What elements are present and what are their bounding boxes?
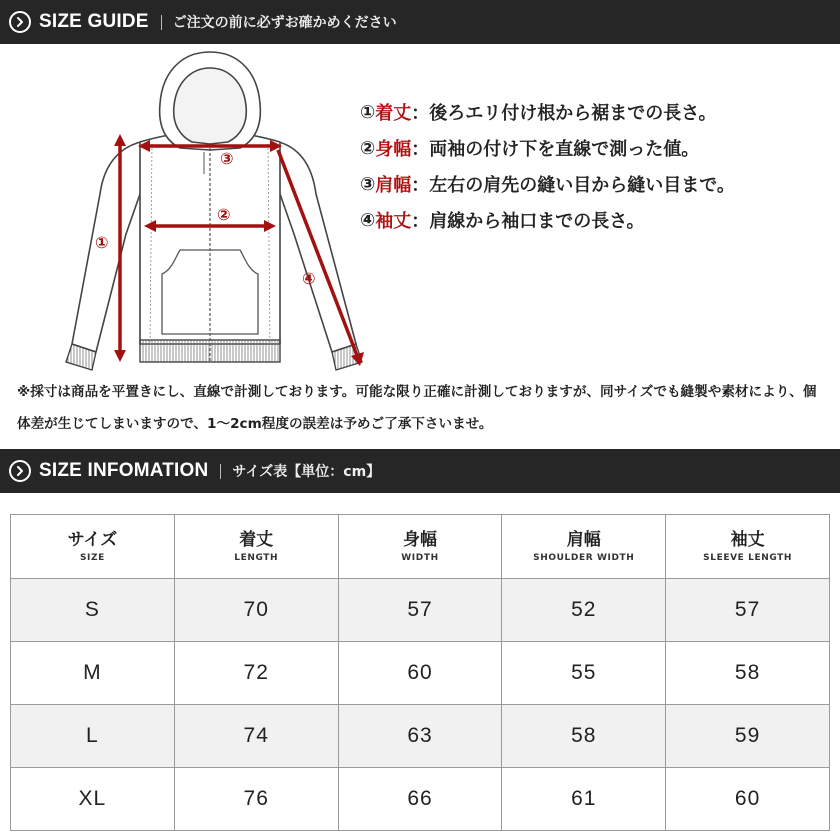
sleeve-cell: 57 <box>666 579 830 642</box>
legend-item-shoulder <box>360 166 735 202</box>
header-size <box>11 515 175 579</box>
size-table <box>10 514 830 831</box>
hoodie-diagram <box>40 44 380 374</box>
size-cell: S <box>11 579 175 642</box>
size-info-title: SIZE INFOMATION <box>39 460 209 481</box>
legend-description: ：両袖の付け下を直線で測った値。 <box>411 139 700 160</box>
width-cell: 66 <box>338 768 502 831</box>
width-cell: 57 <box>338 579 502 642</box>
hoodie-illustration <box>40 44 380 374</box>
width-cell: 63 <box>338 705 502 768</box>
legend-description: ：左右の肩先の縫い目から縫い目まで。 <box>411 175 735 196</box>
legend-number: ① <box>360 101 376 123</box>
table-header-row <box>11 515 830 579</box>
header-width <box>338 515 502 579</box>
length-cell: 76 <box>174 768 338 831</box>
length-cell: 70 <box>174 579 338 642</box>
marker-length: ① <box>95 233 109 252</box>
header-en: SLEEVE LENGTH <box>703 552 793 563</box>
marker-width: ② <box>217 205 231 224</box>
header-jp: 肩幅 <box>566 529 601 550</box>
width-cell: 60 <box>338 642 502 705</box>
chevron-right-circle-icon <box>9 11 31 33</box>
shoulder-cell: 52 <box>502 579 666 642</box>
legend-description: ：肩線から袖口までの長さ。 <box>411 211 645 232</box>
size-guide-header <box>0 0 840 44</box>
table-row <box>11 642 830 705</box>
shoulder-cell: 58 <box>502 705 666 768</box>
legend-number: ② <box>360 137 376 159</box>
header-divider <box>220 464 221 479</box>
header-jp: サイズ <box>67 529 118 550</box>
header-jp: 袖丈 <box>730 529 765 550</box>
header-en: SIZE <box>79 552 105 563</box>
size-guide-subtitle: ご注文の前に必ずお確かめください <box>172 15 397 31</box>
sleeve-cell: 59 <box>666 705 830 768</box>
header-en: LENGTH <box>234 552 279 563</box>
legend-key: 袖丈 <box>375 211 412 232</box>
table-row <box>11 705 830 768</box>
legend-key: 身幅 <box>375 139 412 160</box>
marker-shoulder: ③ <box>220 149 234 168</box>
size-cell: XL <box>11 768 175 831</box>
legend-number: ③ <box>360 173 376 195</box>
size-guide-title: SIZE GUIDE <box>39 11 149 32</box>
legend-item-width <box>360 130 735 166</box>
legend-description: ：後ろエリ付け根から裾までの長さ。 <box>411 103 717 124</box>
sleeve-cell: 60 <box>666 768 830 831</box>
size-cell: L <box>11 705 175 768</box>
chevron-right-circle-icon <box>9 460 31 482</box>
header-divider <box>161 15 162 30</box>
header-en: SHOULDER WIDTH <box>533 552 635 563</box>
sleeve-cell: 58 <box>666 642 830 705</box>
table-row <box>11 579 830 642</box>
size-cell: M <box>11 642 175 705</box>
shoulder-cell: 55 <box>502 642 666 705</box>
legend-key: 肩幅 <box>375 175 412 196</box>
shoulder-cell: 61 <box>502 768 666 831</box>
length-cell: 74 <box>174 705 338 768</box>
header-jp: 着丈 <box>239 529 274 550</box>
table-row <box>11 768 830 831</box>
legend-number: ④ <box>360 209 376 231</box>
measurement-legend <box>360 94 735 238</box>
header-en: WIDTH <box>401 552 439 563</box>
marker-sleeve: ④ <box>302 269 316 288</box>
size-info-subtitle: サイズ表【単位：cm】 <box>232 464 381 480</box>
measurement-note: ※採寸は商品を平置きにし、直線で計測しております。可能な限り正確に計測しておりますが、同サイズでも縫製や素材により、個体差が生じてしまいますので、1〜2cm程度の誤差は予めご了承下さいませ。 <box>17 384 817 432</box>
size-info-header <box>0 449 840 493</box>
legend-item-length <box>360 94 735 130</box>
length-cell: 72 <box>174 642 338 705</box>
header-sleeve-length <box>666 515 830 579</box>
legend-key: 着丈 <box>375 103 412 124</box>
header-jp: 身幅 <box>402 529 437 550</box>
header-shoulder-width <box>502 515 666 579</box>
header-length <box>174 515 338 579</box>
legend-item-sleeve <box>360 202 735 238</box>
